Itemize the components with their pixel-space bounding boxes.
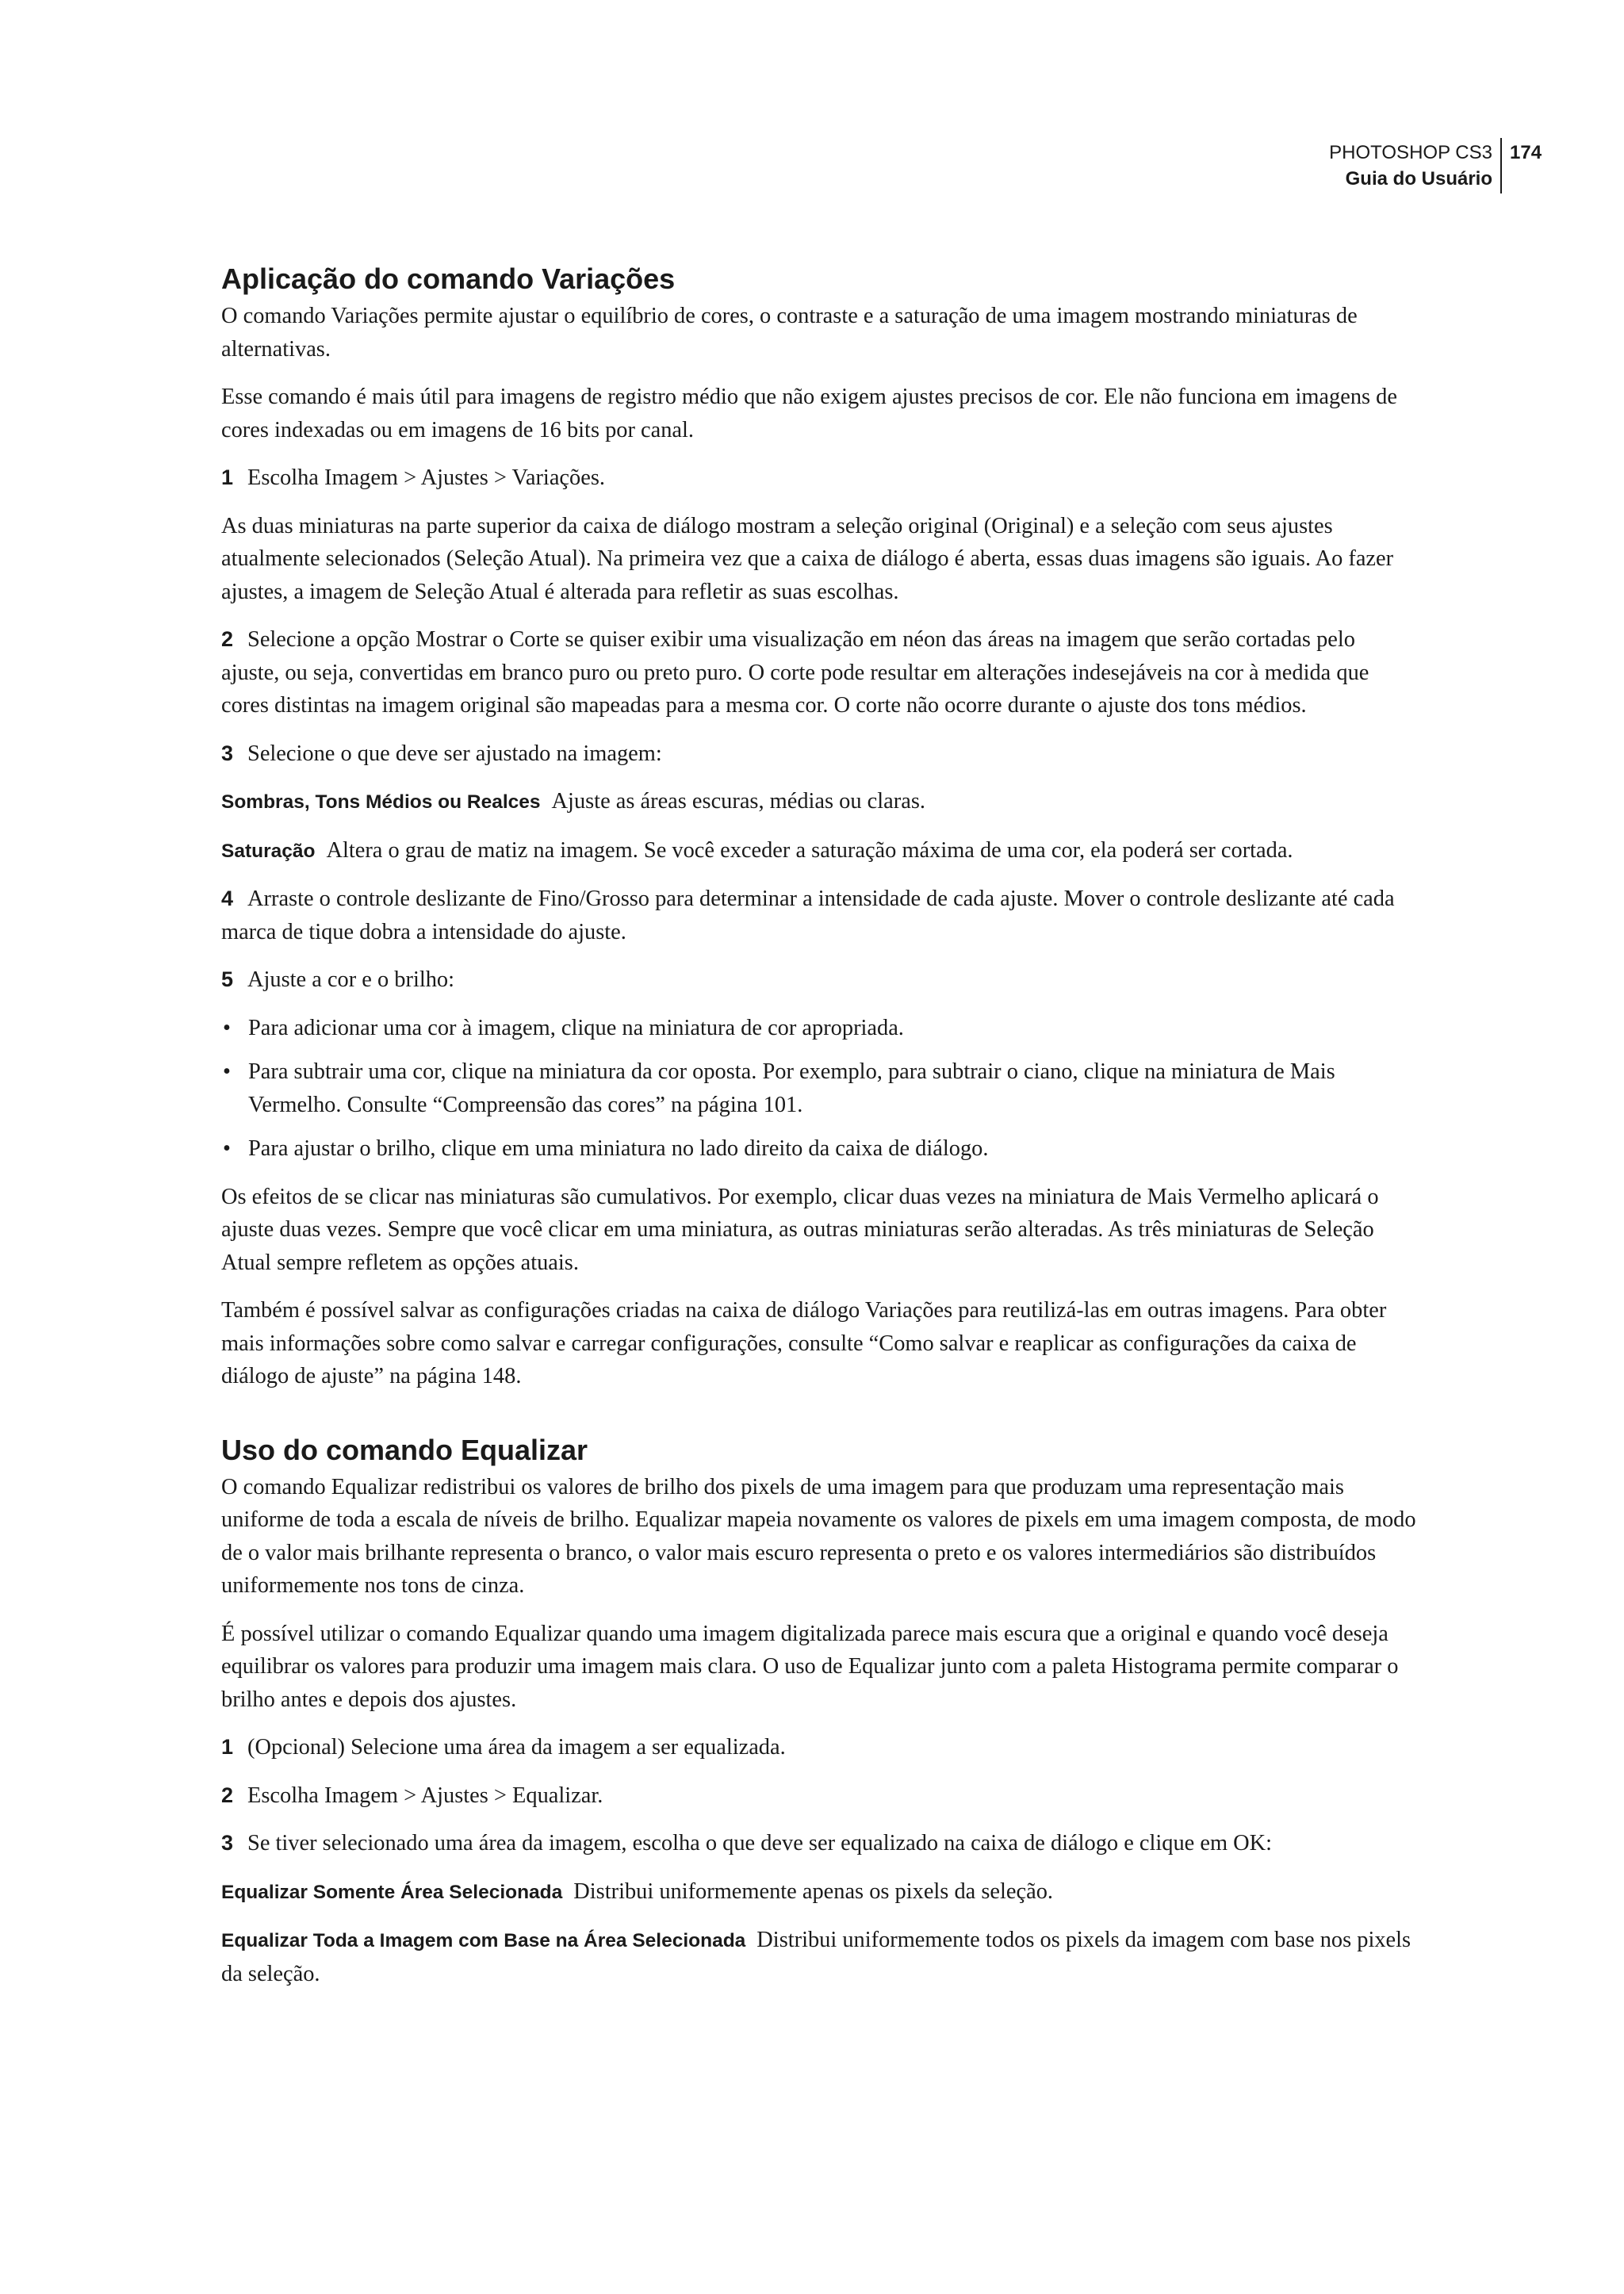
list-item-text: Para ajustar o brilho, clique em uma miniatura no lado direito da caixa de diálogo. [248,1136,989,1161]
section-title-variacoes: Aplicação do comando Variações [221,262,676,295]
step-text: (Opcional) Selecione uma área da imagem a ser equalizada. [247,1735,786,1760]
step-number: 2 [221,627,234,651]
step-text: Se tiver selecionado uma área da imagem, escolha o que deve ser equalizado na caixa de diálogo e clique em OK: [247,1831,1273,1855]
bullet-icon: • [223,1015,231,1040]
term-definition [221,1875,1419,1909]
bullet-icon: • [223,1059,231,1084]
term-text: Altera o grau de matiz na imagem. Se você exceder a saturação máxima de uma cor, ela poderá ser cortada. [326,837,1293,863]
step-item [221,623,1419,722]
step-number: 2 [221,1783,234,1807]
step-item [221,737,1419,771]
bullet-list [221,1012,1419,1166]
term-label: Saturação [221,840,316,862]
step-text: Ajuste a cor e o brilho: [247,967,454,992]
step-number: 3 [221,741,234,765]
bullet-icon: • [223,1136,231,1161]
list-item-text: Para adicionar uma cor à imagem, clique na miniatura de cor apropriada. [248,1015,904,1040]
step-text: Selecione a opção Mostrar o Corte se quiser exibir uma visualização em néon das áreas na imagem que serão cortadas pelo ajuste, ou seja, convertidas em branco puro ou preto puro. O corte pode resultar em alterações indesejáveis na cor à medida que cores distintas na imagem original são mapeadas para a mesma cor. O corte não ocorre durante o ajuste dos tons médios. [221,627,1369,718]
step-item [221,883,1419,948]
list-item [221,1055,1419,1121]
list-item [221,1132,1419,1166]
term-text: Distribui uniformemente apenas os pixels da seleção. [573,1878,1053,1904]
header-product: PHOTOSHOP CS3 [1329,142,1492,163]
step-number: 3 [221,1831,234,1855]
section-title-equalizar: Uso do comando Equalizar [221,1433,588,1466]
page-number: 174 [1510,142,1542,163]
term-text: Ajuste as áreas escuras, médias ou claras. [551,789,925,814]
term-label: Equalizar Somente Área Selecionada [221,1881,563,1903]
header-guide: Guia do Usuário [1345,168,1492,190]
paragraph: Também é possível salvar as configurações criadas na caixa de diálogo Variações para reutilizá-las em outras imagens. Para obter mais informações sobre como salvar e carregar configurações, consulte “Como salvar e reaplicar as configurações da caixa de diálogo de ajuste” na página 148. [221,1298,1387,1388]
step-text: Escolha Imagem > Ajustes > Equalizar. [247,1783,603,1808]
header-title-block [1329,140,1492,192]
list-item [221,1012,1419,1045]
term-definition [221,1924,1419,1990]
paragraph: Os efeitos de se clicar nas miniaturas são cumulativos. Por exemplo, clicar duas vezes na miniatura de Mais Vermelho aplicará o ajuste duas vezes. Sempre que você clicar em uma miniatura, as outras miniaturas serão alteradas. As três miniaturas de Seleção Atual sempre refletem as opções atuais. [221,1184,1379,1275]
paragraph: Esse comando é mais útil para imagens de registro médio que não exigem ajustes precisos de cor. Ele não funciona em imagens de cores indexadas ou em imagens de 16 bits por canal. [221,385,1397,442]
step-item [221,963,1419,997]
step-number: 5 [221,967,234,991]
term-label: Sombras, Tons Médios ou Realces [221,791,541,813]
term-text: Distribui uniformemente todos os pixels da imagem com base nos pixels da seleção. [221,1928,1411,1986]
step-text: Escolha Imagem > Ajustes > Variações. [247,465,605,490]
paragraph: As duas miniaturas na parte superior da caixa de diálogo mostram a seleção original (Original) e a seleção com seus ajustes atualmente selecionados (Seleção Atual). Na primeira vez que a caixa de diálogo é aberta, essas duas imagens são iguais. Ao fazer ajustes, a imagem de Seleção Atual é alterada para refletir as suas escolhas. [221,513,1394,604]
step-number: 4 [221,887,234,910]
page-content [221,262,1419,2005]
step-item [221,1779,1419,1813]
step-number: 1 [221,1735,234,1759]
step-item [221,1731,1419,1764]
paragraph: É possível utilizar o comando Equalizar quando uma imagem digitalizada parece mais escura que a original e quando você deseja equilibrar os valores para produzir uma imagem mais clara. O uso de Equalizar junto com a paleta Histograma permite comparar o brilho antes e depois dos ajustes. [221,1621,1399,1712]
term-definition [221,785,1419,819]
step-item [221,461,1419,495]
step-text: Arraste o controle deslizante de Fino/Grosso para determinar a intensidade de cada ajuste. Mover o controle deslizante até cada marca de tique dobra a intensidade do ajuste. [221,887,1395,944]
paragraph: O comando Variações permite ajustar o equilíbrio de cores, o contraste e a saturação de uma imagem mostrando miniaturas de alternativas. [221,304,1358,362]
step-text: Selecione o que deve ser ajustado na imagem: [247,741,662,766]
header-divider [1500,138,1502,193]
term-label: Equalizar Toda a Imagem com Base na Área Selecionada [221,1930,746,1951]
paragraph: O comando Equalizar redistribui os valores de brilho dos pixels de uma imagem para que produzam uma representação mais uniforme de toda a escala de níveis de brilho. Equalizar mapeia novamente os valores de pixels em uma imagem composta, de modo de o valor mais brilhante representa o branco, o valor mais escuro representa o preto e os valores intermediários são distribuídos uniformemente nos tons de cinza. [221,1474,1416,1598]
step-number: 1 [221,465,234,489]
step-item [221,1827,1419,1860]
term-definition [221,834,1419,868]
list-item-text: Para subtrair uma cor, clique na miniatura da cor oposta. Por exemplo, para subtrair o ciano, clique na miniatura de Mais Vermelho. Consulte “Compreensão das cores” na página 101. [248,1059,1335,1117]
